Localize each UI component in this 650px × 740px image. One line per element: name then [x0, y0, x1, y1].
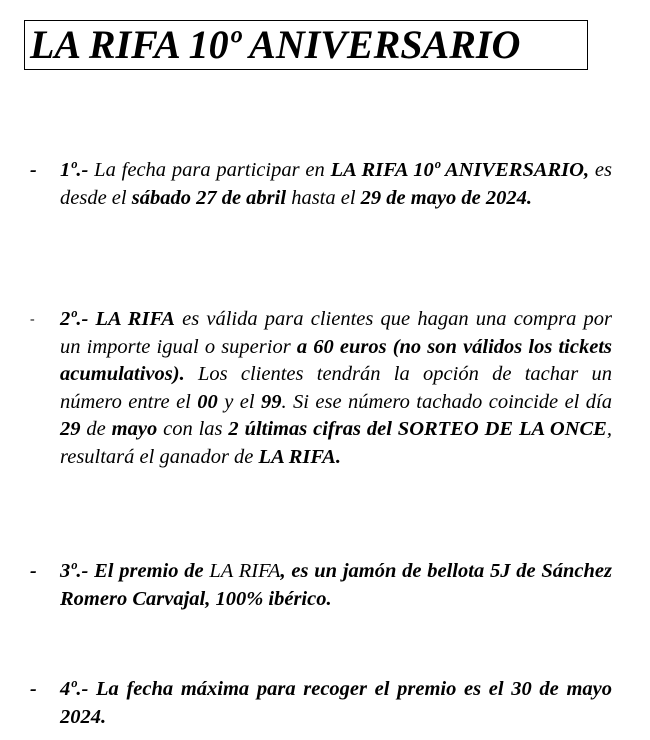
rule-text-segment: 99: [260, 390, 282, 413]
rule-2-text: [60, 306, 612, 471]
bullet-dash: -: [30, 312, 35, 327]
bullet-dash: -: [30, 678, 37, 700]
rule-1: [30, 157, 612, 212]
rule-text-segment: sábado 27 de abril: [131, 186, 287, 209]
rule-3: [30, 558, 612, 613]
rule-text-segment: . Si ese número tachado coincide el día: [281, 390, 612, 413]
rule-text-segment: 00: [197, 390, 218, 413]
rule-text-segment: Los clientes tendrán la opción de tachar un número entre el: [60, 363, 612, 413]
rule-text-segment: 2º.- LA RIFA: [60, 308, 175, 330]
rule-3-text: [60, 558, 612, 613]
rule-text-segment: 29: [60, 418, 81, 440]
rule-text-segment: con las: [157, 418, 229, 440]
rule-text-segment: hasta el: [286, 186, 361, 209]
rule-4: [30, 676, 612, 731]
rule-text-segment: 4º.- La fecha máxima para recoger el premio es el 30 de mayo 2024.: [60, 678, 612, 728]
rule-text-segment: 29 de mayo de 2024.: [360, 186, 533, 209]
bullet-dash: -: [30, 159, 37, 181]
rule-text-segment: 3º.- El premio de: [60, 560, 210, 582]
rule-text-segment: , es un jamón de bellota 5J de Sánchez Romero Carvajal, 100% ibérico.: [60, 560, 612, 610]
rule-text-segment: LA RIFA: [209, 560, 281, 582]
rule-text-segment: es desde el: [60, 159, 612, 209]
rule-text-segment: a 60 euros (no son válidos los tickets acumulativos).: [60, 335, 612, 385]
rule-text-segment: mayo: [111, 418, 158, 440]
rule-text-segment: 1º.-: [60, 159, 89, 181]
rule-text-segment: de: [80, 418, 112, 440]
rule-4-text: [60, 676, 612, 731]
bullet-dash: -: [30, 560, 37, 582]
rule-1-text: [60, 157, 612, 212]
rule-text-segment: 2 últimas cifras del SORTEO DE LA ONCE: [228, 418, 607, 440]
rule-text-segment: es válida para clientes que hagan una compra por un importe igual o superior: [60, 308, 612, 358]
rule-text-segment: LA RIFA 10º ANIVERSARIO,: [330, 159, 590, 181]
rule-text-segment: La fecha para participar en: [88, 159, 331, 181]
rule-text-segment: y el: [217, 390, 261, 413]
document-title: LA RIFA 10º ANIVERSARIO: [30, 22, 521, 67]
title-box: [24, 20, 588, 70]
rule-2: [30, 306, 612, 471]
rule-text-segment: , resultará el ganador de: [60, 418, 612, 468]
rule-text-segment: LA RIFA.: [258, 445, 341, 468]
